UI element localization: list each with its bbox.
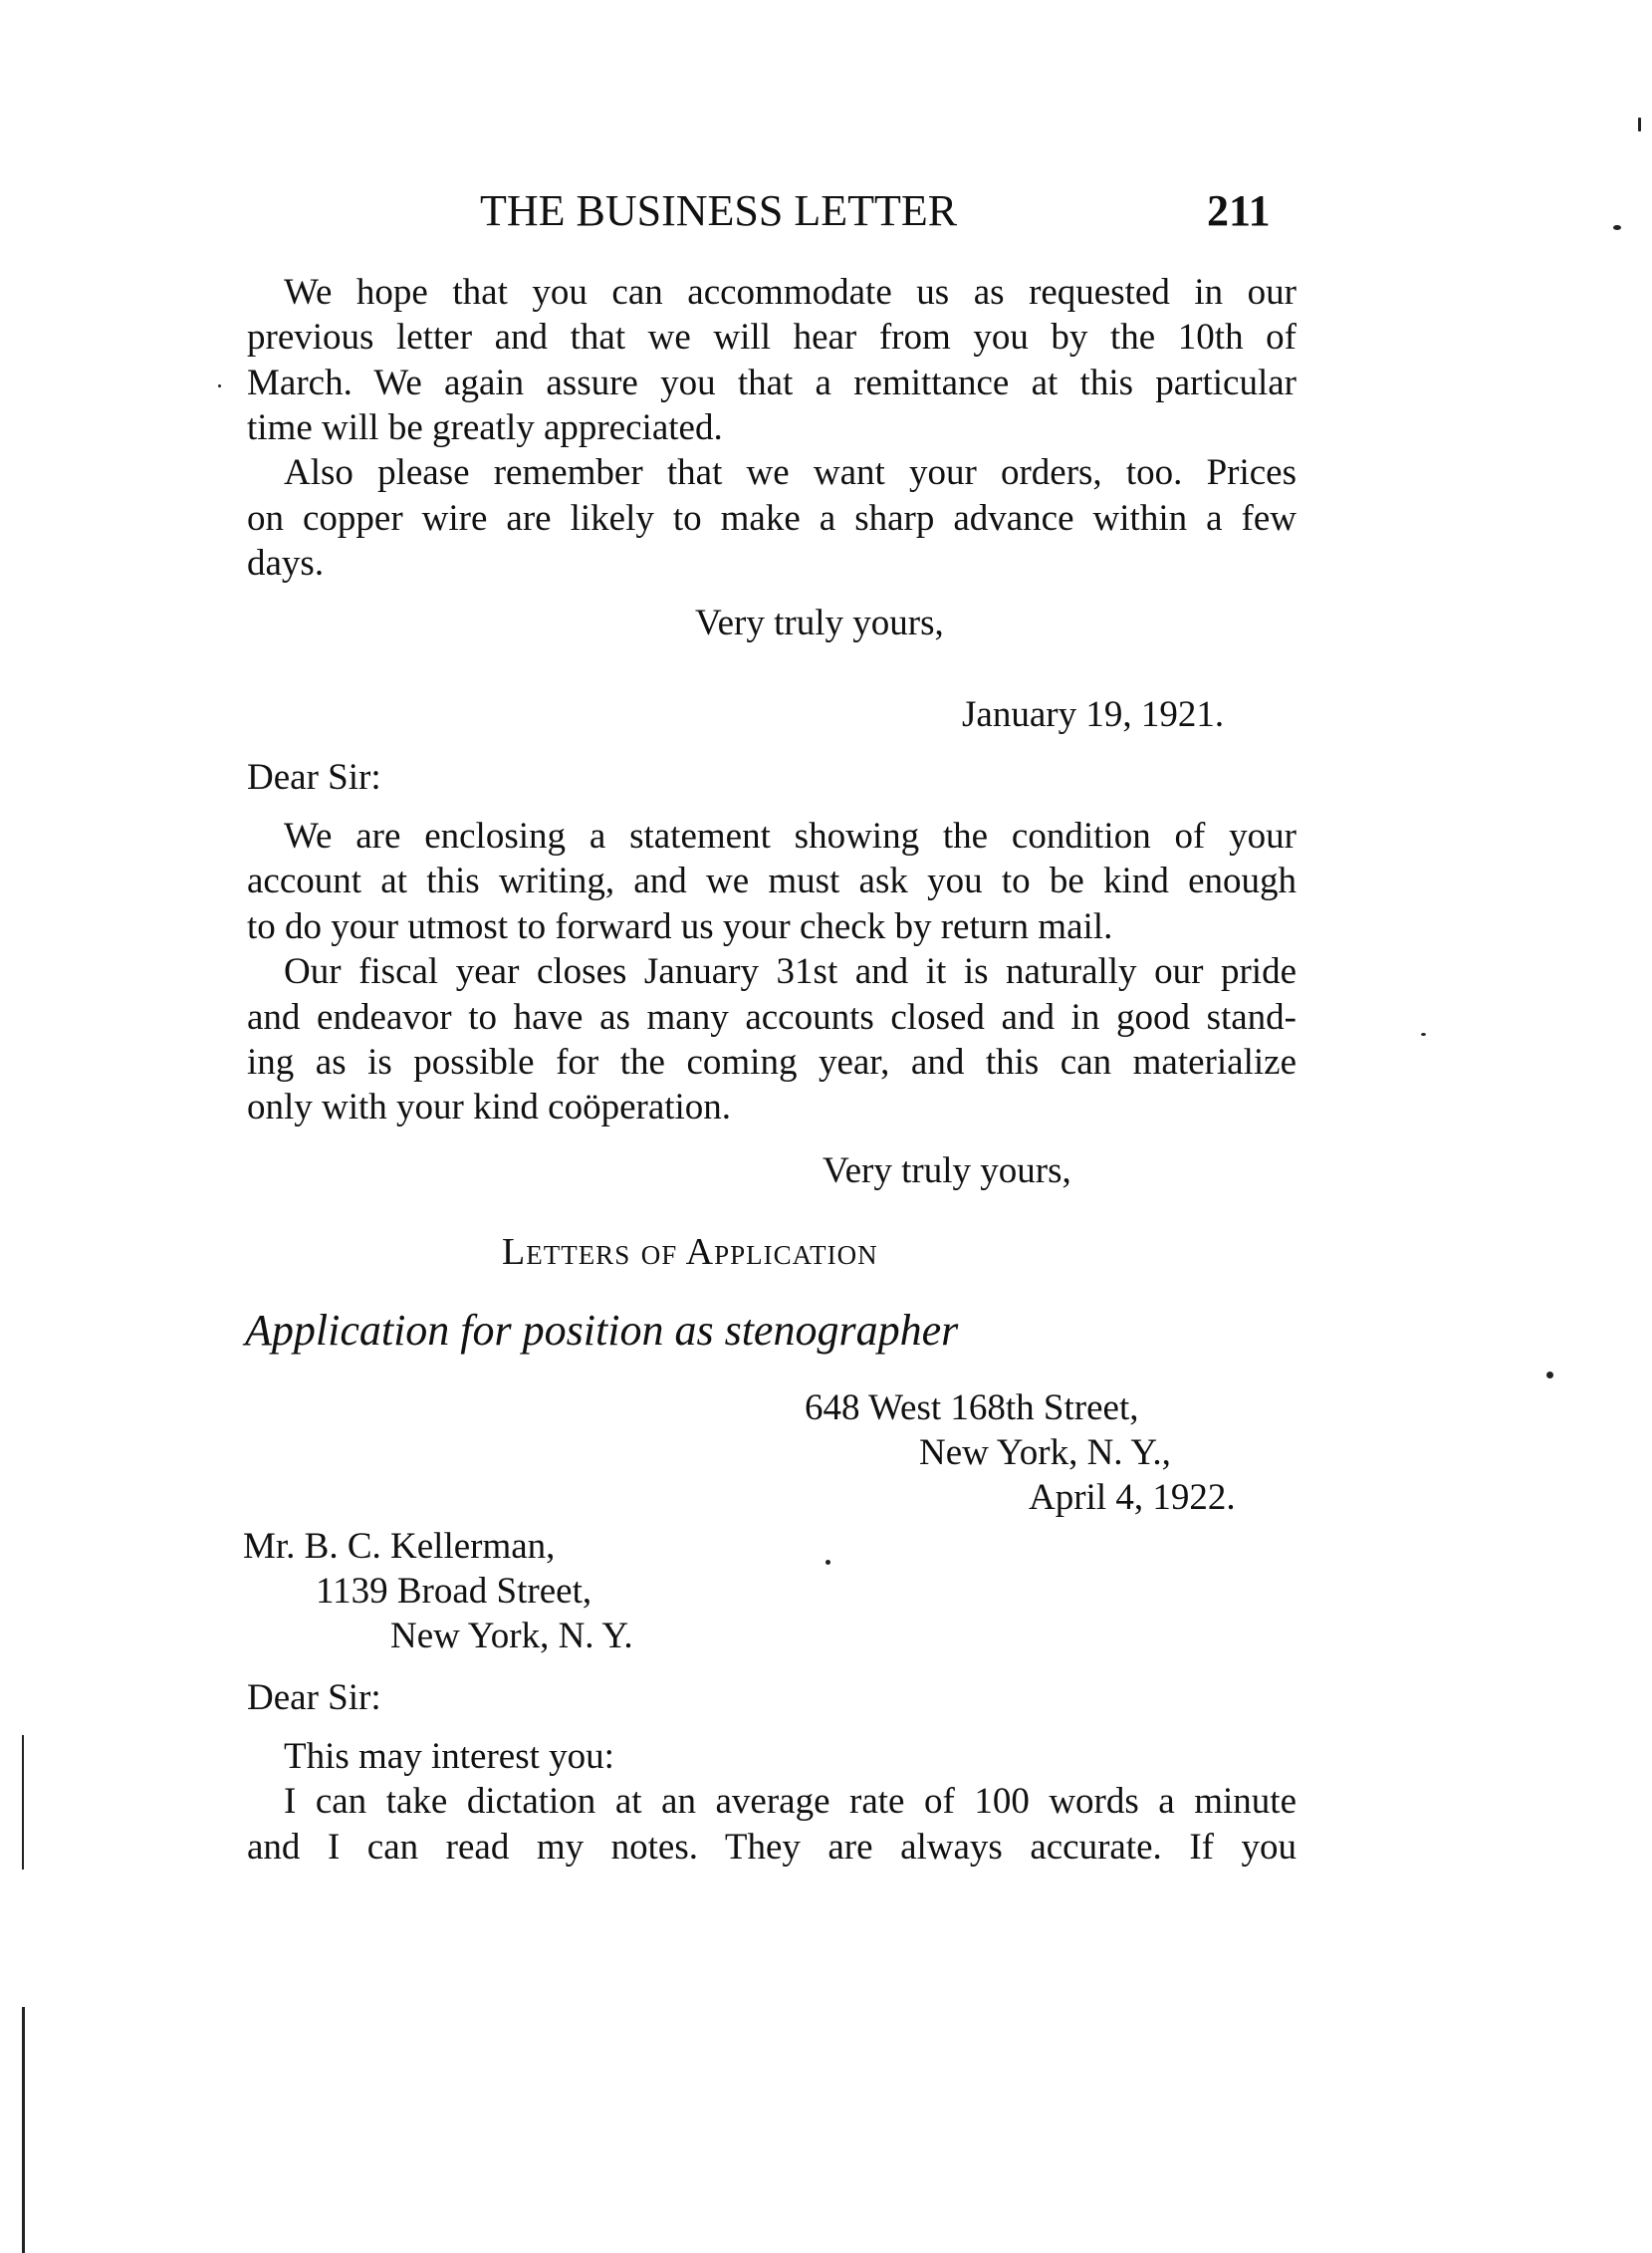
- letter1-paragraph1-line: We hope that you can accommodate us as requested in our: [284, 272, 1297, 313]
- letter1-paragraph1-line: March. We again assure you that a remittance at this particular: [247, 363, 1297, 403]
- recipient-line: Mr. B. C. Kellerman,: [243, 1526, 556, 1567]
- scan-artifact-edge: [22, 1735, 24, 1870]
- sender-address-line: 648 West 168th Street,: [805, 1387, 1139, 1428]
- scan-artifact-mark: [218, 384, 221, 387]
- letter3-salutation: Dear Sir:: [247, 1677, 381, 1718]
- letter2-paragraph2-line: Our fiscal year closes January 31st and it is naturally our pride: [284, 951, 1297, 992]
- letter3-date: April 4, 1922.: [1029, 1477, 1236, 1518]
- scan-artifact-mark: [1421, 1033, 1426, 1036]
- letter2-paragraph1-line: account at this writing, and we must ask you to be kind enough: [247, 861, 1297, 901]
- letter2-salutation: Dear Sir:: [247, 757, 381, 798]
- recipient-line: New York, N. Y.: [390, 1616, 633, 1656]
- letter1-paragraph2-line: days.: [247, 543, 325, 584]
- letter1-paragraph1-line: previous letter and that we will hear from you by the 10th of: [247, 317, 1297, 358]
- scan-artifact-mark: [1638, 118, 1641, 131]
- sender-address-line: New York, N. Y.,: [919, 1432, 1171, 1473]
- letter2-paragraph2-line: ing as is possible for the coming year, and this can materialize: [247, 1042, 1297, 1083]
- scan-artifact-edge: [22, 2007, 25, 2253]
- letter3-paragraph2-line: and I can read my notes. They are always accurate. If you: [247, 1827, 1297, 1868]
- running-header-title: THE BUSINESS LETTER: [480, 186, 958, 235]
- letter2-paragraph1-line: to do your utmost to forward us your check by return mail.: [247, 906, 1113, 947]
- scan-artifact-mark: [1613, 225, 1621, 230]
- scan-artifact-mark: [1546, 1372, 1553, 1378]
- recipient-line: 1139 Broad Street,: [316, 1571, 592, 1612]
- letter1-paragraph1-line: time will be greatly appreciated.: [247, 407, 723, 448]
- letter1-paragraph2-line: Also please remember that we want your orders, too. Prices: [284, 452, 1297, 493]
- page-number: 211: [1207, 186, 1271, 235]
- letter1-closing: Very truly yours,: [695, 603, 944, 643]
- letter3-paragraph1: This may interest you:: [284, 1736, 614, 1777]
- section-title: Letters of Application: [502, 1231, 878, 1273]
- letter2-paragraph2-line: only with your kind coöperation.: [247, 1087, 732, 1127]
- letter2-date: January 19, 1921.: [962, 694, 1225, 735]
- scan-artifact-mark: [826, 1560, 830, 1565]
- letter3-paragraph2-line: I can take dictation at an average rate of 100 words a minute: [284, 1781, 1297, 1822]
- letter1-paragraph2-line: on copper wire are likely to make a sharp advance within a few: [247, 498, 1297, 539]
- letter2-paragraph2-line: and endeavor to have as many accounts closed and in good stand-: [247, 997, 1297, 1038]
- section-subtitle: Application for position as stenographer: [245, 1306, 959, 1355]
- letter2-paragraph1-line: We are enclosing a statement showing the condition of your: [284, 816, 1297, 857]
- letter2-closing: Very truly yours,: [823, 1150, 1071, 1191]
